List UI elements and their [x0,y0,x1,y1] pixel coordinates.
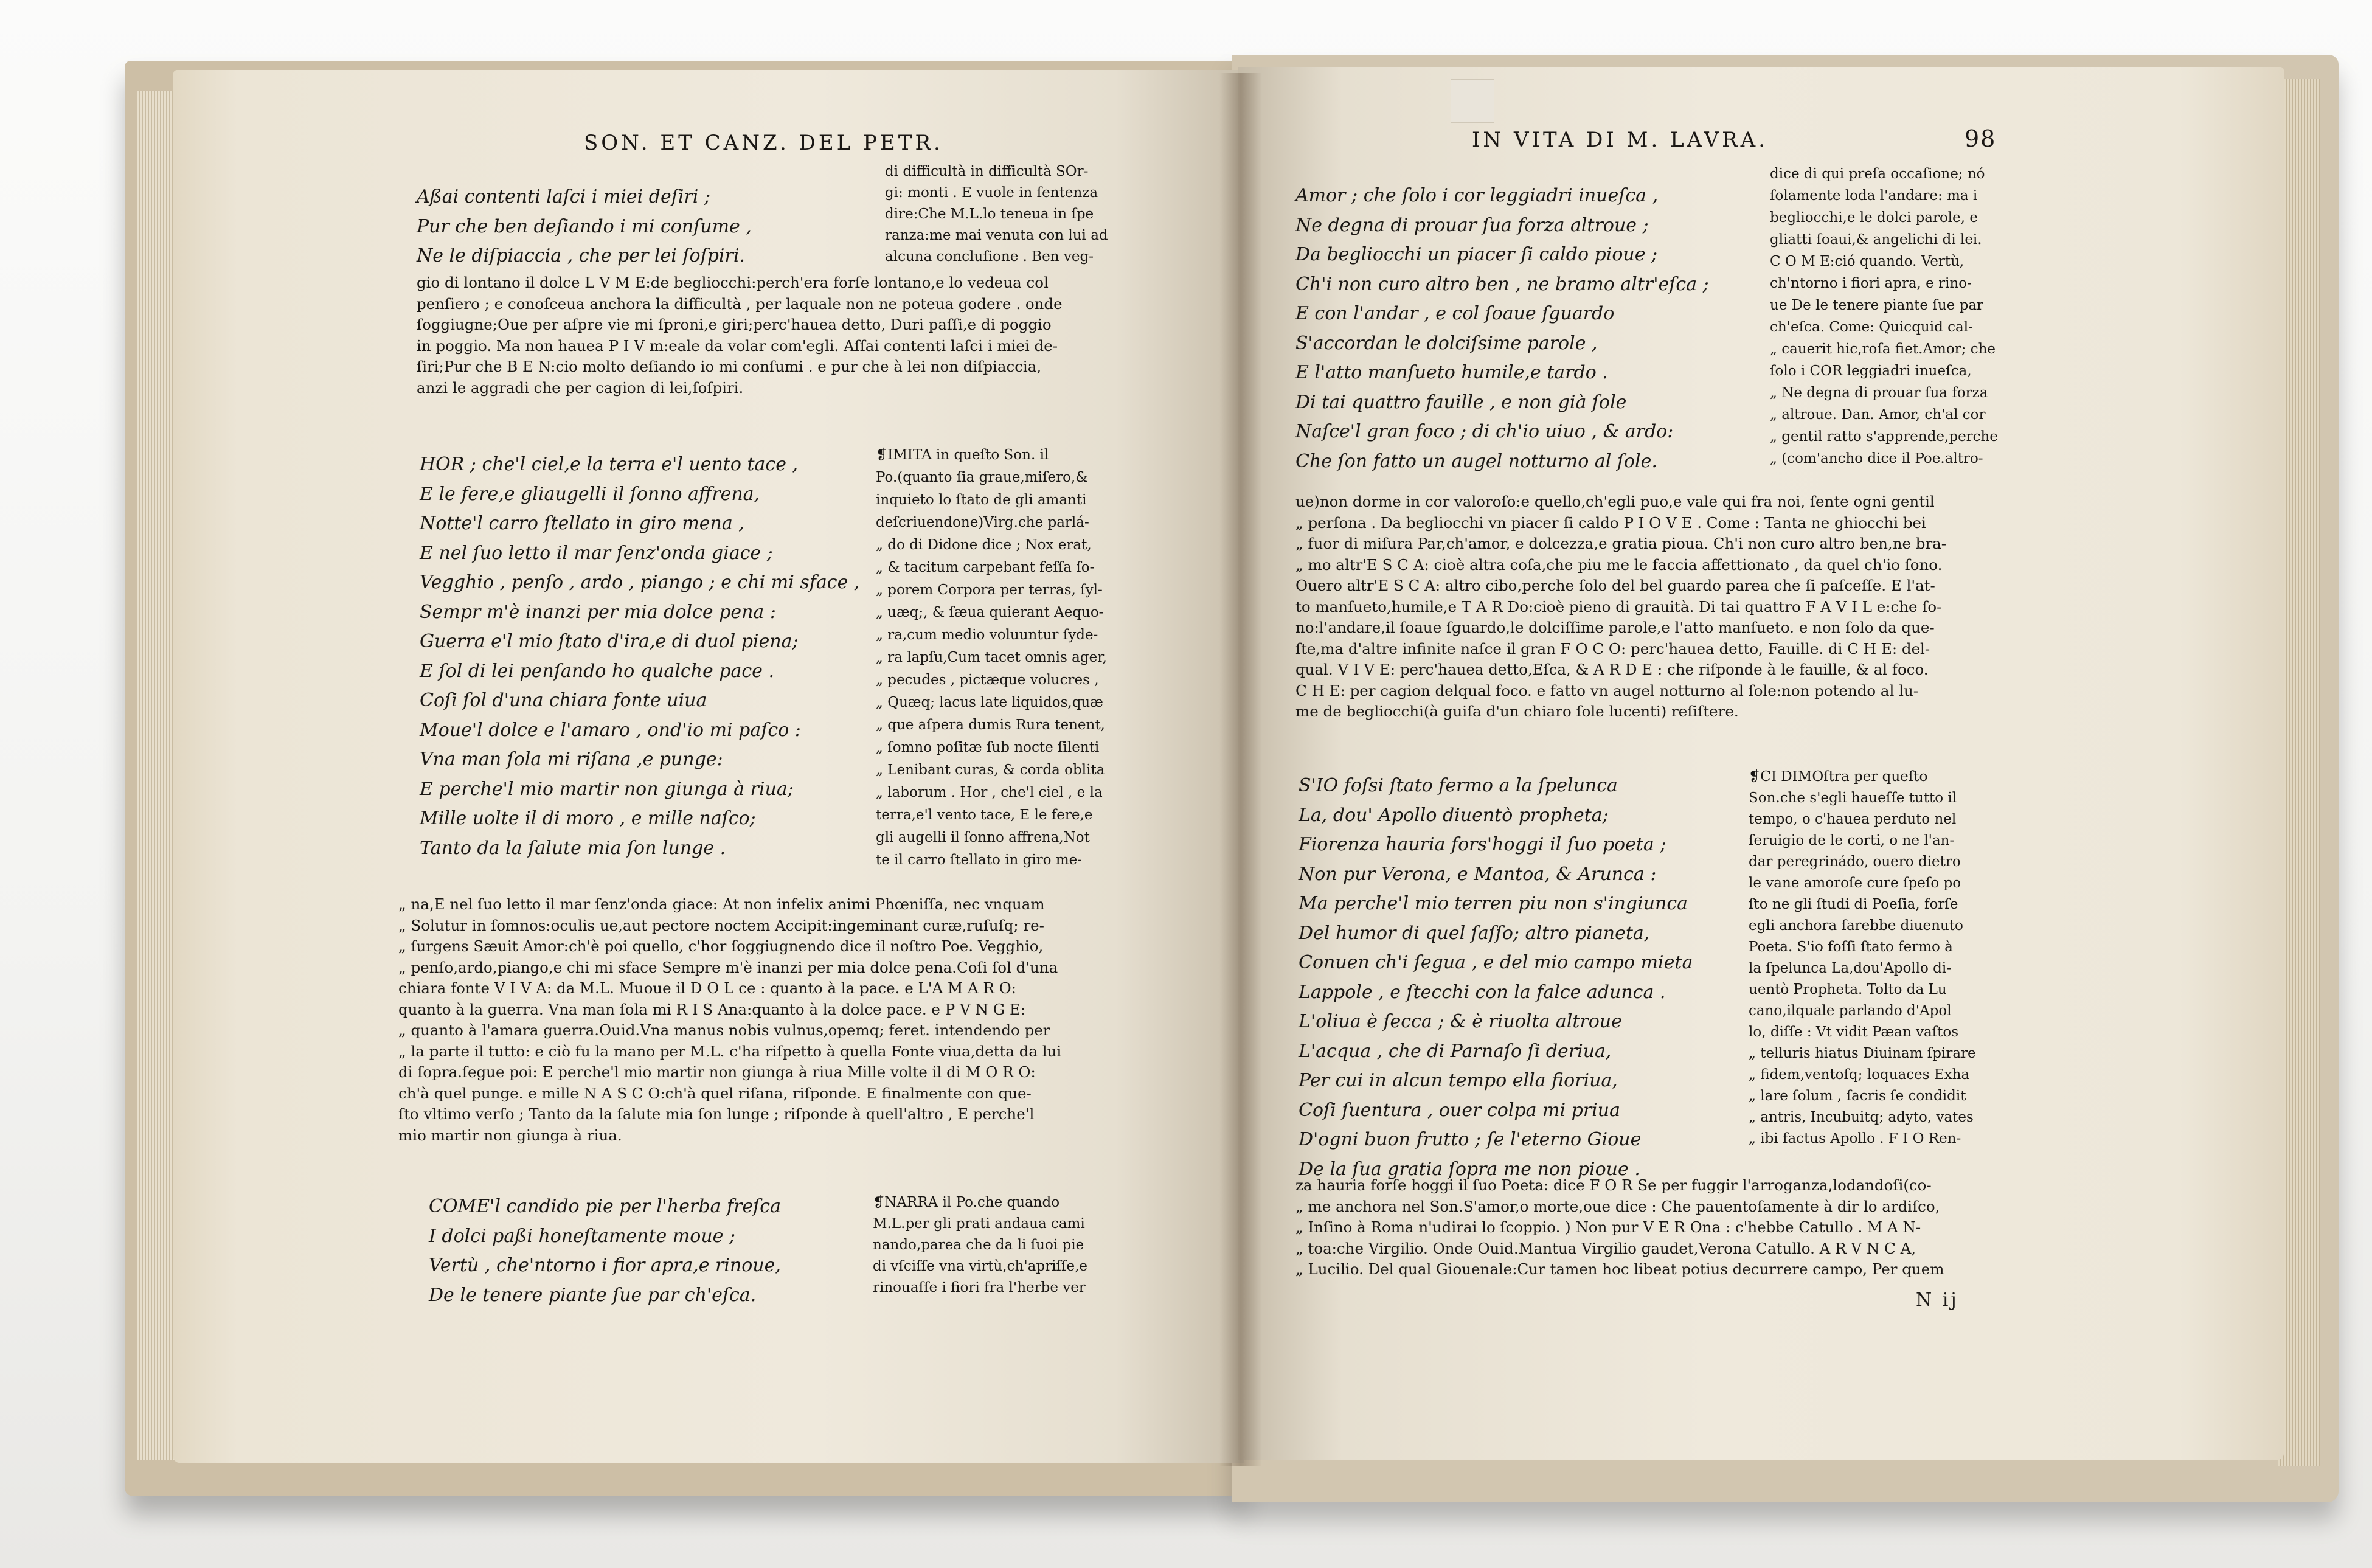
text-line: La, dou' Apollo diuentò propheta; [1299,804,1609,826]
text-line: inquieto lo ſtato de gli amanti [876,492,1087,508]
text-line: C H E: per cagion delqual foco. e fatto vn augel notturno al ſole:non potendo al lu- [1295,681,1919,699]
text-line: D'ogni buon frutto ; ſe l'eterno Gioue [1299,1129,1642,1150]
commentary-prose-block [398,894,1061,1146]
text-line: „ antris, Incubuitq; adyto, vates [1749,1109,1974,1125]
text-line: le vane amoroſe cure ſpeſo po [1749,875,1961,891]
text-line: ſiri;Pur che B E N:cio molto deſiando io mi conſumi . e pur che à lei non diſpiaccia, [417,358,1042,375]
text-line: Amor ; che ſolo i cor leggiadri inueſca , [1295,185,1659,206]
text-line: I dolci paßi honeſtamente moue ; [429,1225,736,1247]
commentary-column-block [876,444,1107,872]
text-line: Non pur Verona, e Mantoa, & Arunca : [1299,863,1657,885]
sonnet-verse-block [417,182,752,271]
text-line: Tanto da la ſalute mia ſon lunge . [420,837,726,859]
commentary-column-block [885,161,1108,268]
text-line: ſoggiugne;Oue per aſpre vie mi ſproni,e giri;perc'hauea detto, Duri paſſi,e di poggio [417,316,1052,333]
text-line: Che ſon fatto un augel notturno al ſole. [1295,450,1657,472]
text-line: quanto à la guerra. Vna man ſola mi R I S Ana:quanto à la dolce pace. e P V N G E: [398,1000,1026,1018]
text-line: Ne degna di prouar ſua forza altroue ; [1295,214,1649,236]
right-page-edges [2278,79,2320,1466]
text-line: „ pecudes , pictæque volucres , [876,672,1099,688]
text-line: „ porem Corpora per terras, ſyl- [876,582,1103,598]
text-line: ❡CI DIMOſtra per queſto [1749,769,1928,785]
text-line: qual. V I V E: perc'hauea detto,Eſca, & A R D E : che riſponde à le fauille, & al foco. [1295,661,1929,678]
sonnet-verse-block [1299,771,1693,1184]
text-line: di vſciſſe vna virtù,ch'apriſſe,e [873,1258,1087,1274]
text-line: la ſpelunca La,dou'Apollo di- [1749,960,1952,976]
text-line: uentò Propheta. Tolto da Lu [1749,982,1947,997]
text-line: E l'atto manſueto humile,e tardo . [1295,362,1608,383]
commentary-column-block [1749,766,1976,1150]
book-gutter [1219,73,1262,1466]
text-line: Vna man ſola mi riſana ,e punge: [420,749,723,770]
text-line: Per cui in alcun tempo ella fioriua, [1299,1070,1618,1091]
text-line: mio martir non giunga à riua. [398,1126,622,1144]
text-line: „ Lenibant curas, & corda oblita [876,762,1105,778]
text-line: „ penſo,ardo,piango,e chi mi sface Sempre m'è inanzi per mia dolce pena.Coſi ſol d'una [398,958,1058,976]
text-line: „ uæq;, & ſæua quierant Aequo- [876,605,1104,620]
text-line: rinouaſſe i fiori fra l'herbe ver [873,1280,1086,1296]
text-line: Guerra e'l mio ſtato d'ira,e di duol piena; [420,631,799,652]
text-line: „ mo altr'E S C A: cioè altra coſa,che piu me le faccia affettionato , da quel ch'io ſono. [1295,555,1943,574]
text-line: Del humor di quel ſaſſo; altro pianeta, [1299,922,1650,944]
text-line: „ toa:che Virgilio. Onde Ouid.Mantua Virgilio gaudet,Verona Catullo. A R V N C A, [1295,1239,1916,1257]
text-line: ranza:me mai venuta con lui ad [885,227,1108,243]
text-line: L'acqua , che di Parnaſo ſi deriua, [1299,1040,1612,1062]
text-line: cano,ilquale parlando d'Apol [1749,1003,1952,1019]
text-line: lo, diſſe : Vt vidit Pæan vaſtos [1749,1024,1959,1040]
text-line: alcuna concluſione . Ben veg- [885,249,1094,265]
text-line: ſeruigio de le corti, o ne l'an- [1749,833,1955,848]
text-line: Aßai contenti laſci i miei deſiri ; [417,186,711,207]
text-line: „ & tacitum carpebant feſſa ſo- [876,560,1095,575]
text-line: S'accordan le dolciſsime parole , [1295,332,1598,354]
text-line: dar peregrinádo, ouero dietro [1749,854,1961,870]
text-line: ſto ne gli ſtudi di Poeſia, forſe [1749,897,1958,912]
text-line: „ fuor di miſura Par,ch'amor, e dolcezza,e gratia pioua. Ch'i non curo altro ben,ne bra- [1295,535,1947,552]
text-line: no:l'andare,il ſoaue ſguardo,le dolciſſime parole,e l'atto manſueto. e non ſolo da que- [1295,619,1935,636]
text-line: te il carro ſtellato in giro me- [876,852,1083,868]
text-line: ❡NARRA il Po.che quando [873,1195,1060,1210]
text-line: Moue'l dolce e l'amaro , ond'io mi paſco : [420,719,801,741]
text-line: „ Quæq; lacus late liquidos,quæ [876,695,1103,710]
commentary-column-block [873,1192,1087,1299]
text-line: COME'l candido pie per l'herba freſca [429,1196,781,1217]
text-line: ſte,ma d'altre infinite naſce il gran F O C O: perc'hauea detto, Fauille. di C H E: del- [1295,639,1930,657]
text-line: ue De le tenere piante ſue par [1770,297,1984,313]
text-line: gli augelli il ſonno affrena,Not [876,830,1090,845]
text-line: begliocchi,e le dolci parole, e [1770,210,1978,226]
text-line: „ ra,cum medio voluuntur ſyde- [876,627,1098,643]
text-line: „ Lucilio. Del qual Giouenale:Cur tamen hoc libeat potius decurrere campo, Per quem [1295,1260,1944,1278]
text-line: Poeta. S'io foſſi ſtato fermo à [1749,939,1953,955]
commentary-prose-block [1295,491,1946,723]
signature-mark: N ij [1916,1289,1959,1311]
text-line: nando,parea che da li ſuoi pie [873,1237,1084,1253]
text-line: HOR ; che'l ciel,e la terra e'l uento tace , [420,454,799,475]
sonnet-verse-block [420,450,859,863]
text-line: „ gentil ratto s'apprende,perche [1770,429,1998,445]
bookmark-slip [1451,79,1494,123]
text-line: „ Inſino à Roma n'udirai lo ſcoppio. ) Non pur V E R Ona : c'hebbe Catullo . M A N- [1295,1218,1921,1236]
text-line: E ſol di lei penſando ho qualche pace . [420,660,774,682]
text-line: Fiorenza hauria fors'hoggi il ſuo poeta ; [1299,834,1666,855]
text-line: Ma perche'l mio terren piu non s'ingiunca [1299,893,1688,914]
text-line: za hauria forſe hoggi il ſuo Poeta: dice F O R Se per fuggir l'arroganza,lodandoſi(co- [1295,1176,1932,1194]
text-line: Ch'i non curo altro ben , ne bramo altr'eſca ; [1295,273,1709,295]
text-line: Lappole , e ſtecchi con la falce adunca . [1299,981,1666,1003]
text-line: Vertù , che'ntorno i fior apra,e rinoue, [429,1255,781,1276]
text-line: „ cauerit hic,roſa fiet.Amor; che [1770,341,1996,357]
text-line: di difficultà in difficultà SOr- [885,164,1089,179]
text-line: E le fere,e gliaugelli il ſonno affrena, [420,483,760,505]
text-line: gi: monti . E vuole in ſentenza [885,185,1098,201]
text-line: chiara fonte V I V A: da M.L. Muoue il D O L ce : quanto à la pace. e L'A M A R O: [398,979,1016,997]
text-line: „ do di Didone dice ; Nox erat, [876,537,1092,553]
text-line: Son.che s'egli haueſſe tutto il [1749,790,1957,806]
text-line: ❡IMITA in queſto Son. il [876,447,1049,463]
text-line: „ ibi factus Apollo . F I O Ren- [1749,1131,1961,1147]
commentary-column-block [1770,163,1998,470]
text-line: M.L.per gli prati andaua cami [873,1216,1085,1232]
text-line: Ouero altr'E S C A: altro cibo,perche ſolo del bel guardo parea che ſi paſceſſe. E l'at- [1295,577,1935,594]
text-line: C O M E:ció quando. Vertù, [1770,254,1965,269]
text-line: „ quanto à l'amara guerra.Ouid.Vna manus nobis vulnus,opemq; feret. intendendo per [398,1021,1050,1039]
text-line: penſiero ; e conoſceua anchora la difficultà , per laquale non ne poteua godere . onde [417,294,1063,313]
text-line: dire:Che M.L.lo teneua in ſpe [885,206,1094,222]
text-line: De le tenere piante ſue par ch'eſca. [429,1284,757,1306]
text-line: anzi le aggradi che per cagion di lei,ſoſpiri. [417,378,744,397]
text-line: gio di lontano il dolce L V M E:de begliocchi:perch'era forſe lontano,e lo vedeua col [417,274,1049,291]
text-line: in poggio. Ma non hauea P I V m:eale da volar com'egli. Aſſai contenti laſci i miei de- [417,336,1058,355]
sonnet-verse-block [429,1192,781,1310]
text-line: E con l'andar , e col ſoaue ſguardo [1295,303,1615,324]
text-line: ſolo i COR leggiadri inueſca, [1770,363,1972,379]
text-line: Conuen ch'i ſegua , e del mio campo mieta [1299,952,1693,973]
text-line: Vegghio , penſo , ardo , piango ; e chi mi sface , [420,572,860,593]
text-line: „ ſomno poſitæ ſub nocte ſilenti [876,740,1100,755]
commentary-prose-block [417,272,1063,398]
commentary-prose-block [1295,1175,1944,1280]
text-line: „ Ne degna di prouar ſua forza [1770,385,1988,401]
text-line: tempo, o c'hauea perduto nel [1749,811,1957,827]
text-line: Da begliocchi un piacer ſi caldo pioue ; [1295,244,1658,265]
text-line: „ na,E nel ſuo letto il mar ſenz'onda giace: At non infelix animi Phœniſſa, nec vnquam [398,895,1045,913]
text-line: „ ra lapſu,Cum tacet omnis ager, [876,650,1107,665]
text-line: „ altroue. Dan. Amor, ch'al cor [1770,407,1986,423]
text-line: ch'ntorno i fiori apra, e rino- [1770,276,1972,291]
sonnet-verse-block [1295,181,1709,476]
text-line: „ Solutur in ſomnos:oculis ue,aut pectore noctem Accipit:ingeminant curæ,ruſuſq; re- [398,916,1044,934]
text-line: Mille uolte il di moro , e mille naſco; [420,808,756,829]
text-line: E nel ſuo letto il mar ſenz'onda giace ; [420,542,773,564]
text-line: „ laborum . Hor , che'l ciel , e la [876,785,1103,800]
text-line: „ ſurgens Sæuit Amor:ch'è poi quello, c'hor ſoggiugnendo dice il noſtro Poe. Vegghio, [398,937,1044,955]
text-line: „ (com'ancho dice il Poe.altro- [1770,451,1983,467]
text-line: Coſi ſol d'una chiara fonte uiua [420,690,707,711]
text-line: ch'à quel punge. e mille N A S C O:ch'à quel riſana, riſponde. E finalmente con que- [398,1084,1032,1102]
text-line: me de begliocchi(à guiſa d'un chiaro ſole lucenti) reſiſtere. [1295,702,1739,720]
text-line: Ne le diſpiaccia , che per lei ſoſpiri. [417,245,745,266]
text-line: Pur che ben deſiando i mi conſume , [417,215,752,237]
left-running-header: SON. ET CANZ. DEL PETR. [584,131,943,155]
text-line: Notte'l carro ſtellato in giro mena , [420,513,744,534]
text-line: „ me anchora nel Son.S'amor,o morte,oue dice : Che pauentoſamente à dir lo ardiſco, [1295,1197,1940,1215]
text-line: „ telluris hiatus Diuinam ſpirare [1749,1046,1976,1061]
text-line: E perche'l mio martir non giunga à riua; [420,778,794,800]
text-line: dice di qui preſa occaſione; nó [1770,166,1985,182]
text-line: Di tai quattro fauille , e non già ſole [1295,391,1627,413]
text-line: S'IO foſsi ſtato fermo a la ſpelunca [1299,775,1618,796]
text-line: to manſueto,humile,e T A R Do:cioè pieno di grauità. Di tai quattro F A V I L e:che ſo- [1295,597,1942,616]
text-line: Po.(quanto ſia graue,miſero,& [876,470,1088,485]
text-line: „ lare ſolum , ſacris ſe condidit [1749,1088,1966,1104]
text-line: Sempr m'è inanzi per mia dolce pena : [420,601,776,623]
text-line: terra,e'l vento tace, E le fere,e [876,807,1093,823]
text-line: Naſce'l gran foco ; di ch'io uiuo , & ardo: [1295,421,1674,442]
text-line: Coſi ſuentura , ouer colpa mi priua [1299,1099,1620,1121]
text-line: L'oliua è ſecca ; & è riuolta altroue [1299,1011,1622,1032]
right-running-header: IN VITA DI M. LAVRA. [1472,128,1769,152]
text-line: De la ſua gratia ſopra me non pioue . [1299,1158,1640,1180]
page-number: 98 [1965,125,1997,152]
text-line: ue)non dorme in cor valoroſo:e quello,ch'egli puo,e vale qui fra noi, ſente ogni gentil [1295,493,1935,510]
text-line: „ la parte il tutto: e ciò fu la mano per M.L. c'ha riſpetto à quella Fonte viua,detta da lui [398,1042,1062,1060]
text-line: deſcriuendone)Virg.che parlá- [876,515,1089,530]
text-line: ch'eſca. Come: Quicquid cal- [1770,319,1973,335]
text-line: „ fidem,ventoſq; loquaces Exha [1749,1067,1970,1083]
text-line: ſolamente loda l'andare: ma i [1770,188,1978,204]
text-line: „ que aſpera dumis Rura tenent, [876,717,1105,733]
text-line: di ſopra.ſegue poi: E perche'l mio martir non giunga à riua Mille volte il di M O R O: [398,1063,1036,1081]
text-line: egli anchora ſarebbe diuenuto [1749,918,1963,934]
text-line: gliatti ſoaui,& angelichi di lei. [1770,232,1982,248]
text-line: „ perſona . Da begliocchi vn piacer ſi caldo P I O V E . Come : Tanta ne ghiocchi bei [1295,513,1926,532]
text-line: ſto vltimo verſo ; Tanto da la ſalute mia ſon lunge ; riſponde à quell'altro , E perche'l [398,1105,1035,1123]
